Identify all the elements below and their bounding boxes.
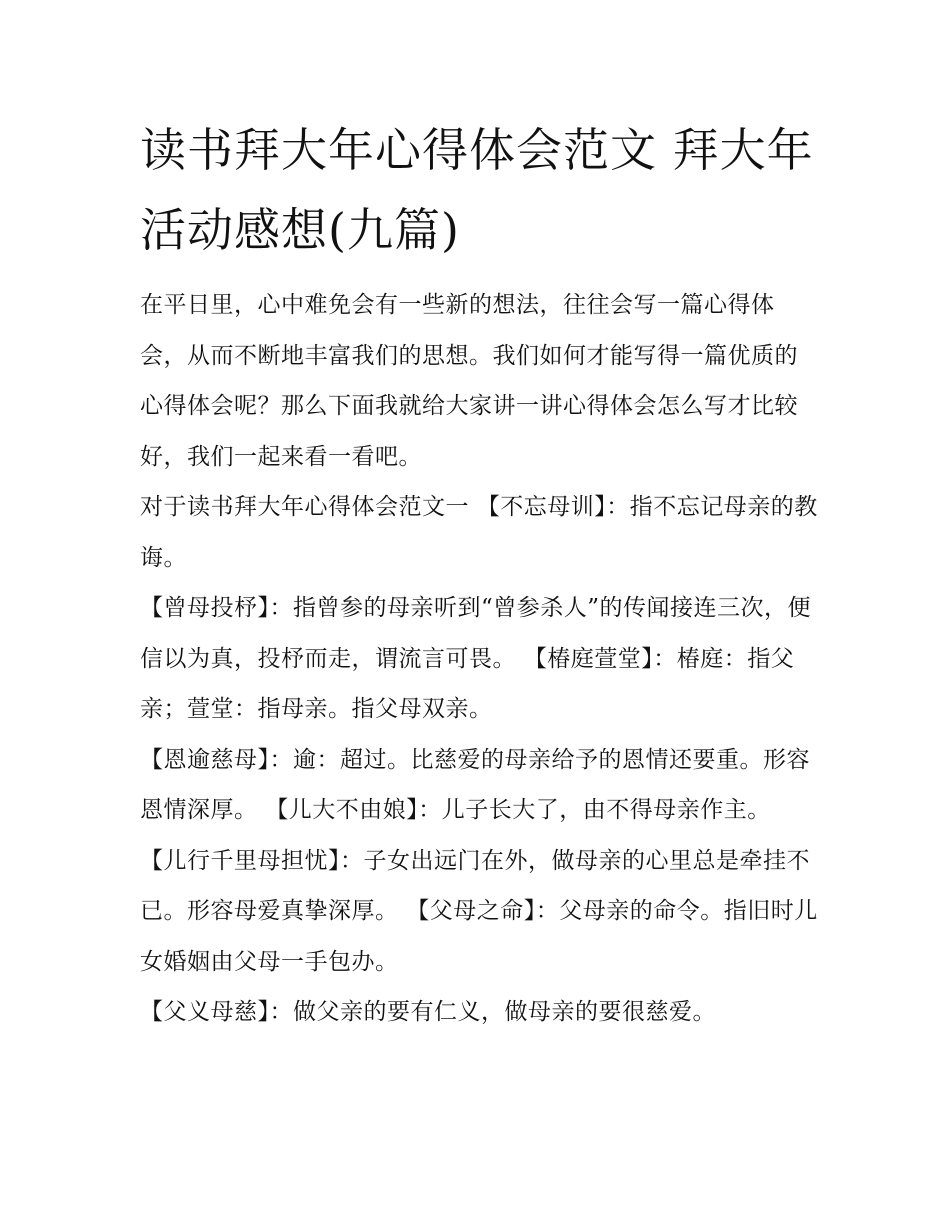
paragraph-5: 【父义母慈】：做父亲的要有仁义，做母亲的要很慈爱。 <box>140 999 716 1025</box>
paragraph-1: 对于读书拜大年心得体会范文一 【不忘母训】：指不忘记母亲的教诲。 <box>140 494 818 571</box>
paragraph-3: 【恩逾慈母】：逾：超过。比慈爱的母亲给予的恩情还要重。形容恩情深厚。 【儿大不由娘】：儿子长大了，由不得母亲作主。 <box>140 746 810 823</box>
document-page <box>140 110 820 1038</box>
document-title: 读书拜大年心得体会范文 拜大年活动感想(九篇) <box>140 123 814 257</box>
paragraph-intro: 在平日里，心中难免会有一些新的想法，往往会写一篇心得体会，从而不断地丰富我们的思想。我们如何才能写得一篇优质的心得体会呢？那么下面我就给大家讲一讲心得体会怎么写才比较好，我们一起来看一看吧。 <box>140 292 798 470</box>
paragraph-4: 【儿行千里母担忧】：子女出远门在外，做母亲的心里总是牵挂不已。形容母爱真挚深厚。 【父母之命】：父母亲的命令。指旧时儿女婚姻由父母一手包办。 <box>140 847 818 975</box>
paragraph-2: 【曾母投杼】：指曾参的母亲听到“曾参杀人”的传闻接连三次，便信以为真，投杼而走，谓流言可畏。 【椿庭萱堂】：椿庭：指父亲；萱堂：指母亲。指父母双亲。 <box>140 595 812 722</box>
